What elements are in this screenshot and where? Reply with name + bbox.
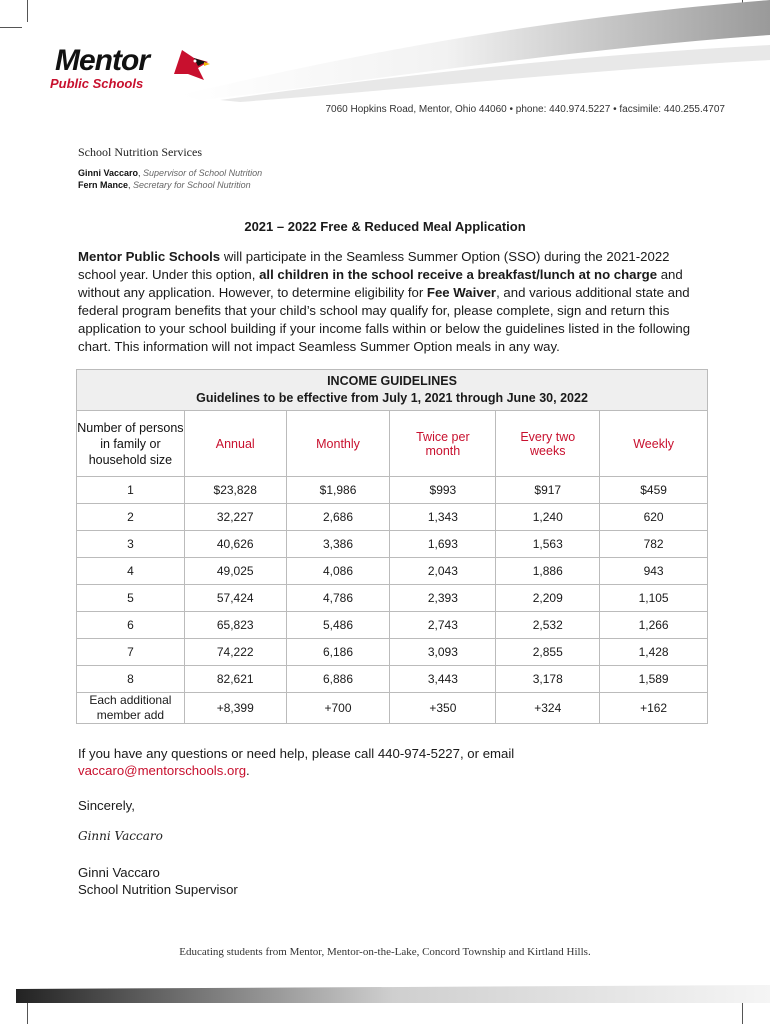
table-cell: 1,886 <box>496 558 600 585</box>
signature: Ginni Vaccaro <box>78 829 163 843</box>
table-row <box>77 531 708 558</box>
table-cell: 2,393 <box>390 585 496 612</box>
table-cell: $459 <box>600 477 708 504</box>
table-cell: 82,621 <box>184 666 286 693</box>
logo-text: Mentor <box>55 44 149 77</box>
column-header: Annual <box>184 411 286 477</box>
intro-text: and without any application. However, to determine eligibility for <box>78 267 683 300</box>
table-cell: 1 <box>77 477 185 504</box>
table-cell: +8,399 <box>184 693 286 724</box>
document-title: 2021 – 2022 Free & Reduced Meal Application <box>244 219 526 234</box>
signer-name: Ginni Vaccaro <box>78 865 160 880</box>
table-cell: 2,686 <box>286 504 390 531</box>
intro-bold: all children in the school receive a breakfast/lunch at no charge <box>259 267 658 282</box>
table-cell: 3,093 <box>390 639 496 666</box>
table-cell: 620 <box>600 504 708 531</box>
table-cell: +324 <box>496 693 600 724</box>
salutation: Sincerely, <box>78 798 135 813</box>
table-cell: 3,386 <box>286 531 390 558</box>
mentor-logo <box>50 40 210 100</box>
cardinal-icon <box>168 44 210 86</box>
table-cell: 1,589 <box>600 666 708 693</box>
table-cell: 6 <box>77 612 185 639</box>
table-cell: 8 <box>77 666 185 693</box>
intro-bold: Mentor Public Schools <box>78 249 221 264</box>
table-cell: 57,424 <box>184 585 286 612</box>
table-cell: 943 <box>600 558 708 585</box>
staff-role: Supervisor of School Nutrition <box>143 168 263 178</box>
table-cell: $1,986 <box>286 477 390 504</box>
email-link[interactable]: vaccaro@mentorschools.org <box>78 763 247 778</box>
table-cell: 782 <box>600 531 708 558</box>
signer-position: School Nutrition Supervisor <box>78 882 238 897</box>
table-cell: 6,186 <box>286 639 390 666</box>
address-line: 7060 Hopkins Road, Mentor, Ohio 44060 • phone: 440.974.5227 • facsimile: 440.255.4707 <box>325 104 725 115</box>
staff-line: Ginni Vaccaro, Supervisor of School Nutrition <box>78 168 263 178</box>
table-cell: 2 <box>77 504 185 531</box>
table-cell: 4 <box>77 558 185 585</box>
table-header-row <box>77 411 708 477</box>
table-cell: 1,343 <box>390 504 496 531</box>
table-cell: 32,227 <box>184 504 286 531</box>
logo-subtext: Public Schools <box>50 76 144 91</box>
table-cell: 3,443 <box>390 666 496 693</box>
staff-name: Ginni Vaccaro <box>78 168 139 178</box>
column-header: Number of persons in family or household size <box>77 411 185 477</box>
table-row <box>77 477 708 504</box>
help-message: If you have any questions or need help, please call 440-974-5227, or email <box>78 746 515 761</box>
table-cell: 5,486 <box>286 612 390 639</box>
table-title <box>77 370 708 411</box>
footer-bar <box>0 985 770 1007</box>
table-cell: 2,855 <box>496 639 600 666</box>
column-header: Every two weeks <box>496 411 600 477</box>
table-cell: 2,209 <box>496 585 600 612</box>
table-row <box>77 558 708 585</box>
staff-name: Fern Mance <box>78 180 129 190</box>
table-cell: 6,886 <box>286 666 390 693</box>
help-text <box>78 745 514 779</box>
footer-text: Educating students from Mentor, Mentor-on-the-Lake, Concord Township and Kirtland Hills. <box>179 946 591 958</box>
staff-role: Secretary for School Nutrition <box>133 180 251 190</box>
column-header: Weekly <box>600 411 708 477</box>
intro-bold: Fee Waiver <box>426 285 497 300</box>
table-cell: 1,693 <box>390 531 496 558</box>
table-cell: 3,178 <box>496 666 600 693</box>
table-row <box>77 504 708 531</box>
intro-text: , and various additional state and federal program benefits that your child’s school may qualify for, please complete, sign and return this application to your school building if your income falls within or below the guidelines listed in the following chart. This information will not impact Seamless Summer Option meals in any way. <box>78 285 691 354</box>
table-row <box>77 666 708 693</box>
table-cell: 1,563 <box>496 531 600 558</box>
table-row <box>77 612 708 639</box>
column-header: Twice per month <box>390 411 496 477</box>
table-cell: +162 <box>600 693 708 724</box>
income-guidelines-table <box>76 369 708 724</box>
table-cell: 2,743 <box>390 612 496 639</box>
table-cell: 74,222 <box>184 639 286 666</box>
table-cell: 1,428 <box>600 639 708 666</box>
table-cell: $993 <box>390 477 496 504</box>
table-cell: 40,626 <box>184 531 286 558</box>
table-cell: +700 <box>286 693 390 724</box>
table-cell: 49,025 <box>184 558 286 585</box>
column-header: Monthly <box>286 411 390 477</box>
table-cell: 7 <box>77 639 185 666</box>
table-cell: $917 <box>496 477 600 504</box>
email-suffix: . <box>246 763 250 778</box>
table-cell: Each additional member add <box>77 693 185 724</box>
table-cell: 65,823 <box>184 612 286 639</box>
table-cell: 1,105 <box>600 585 708 612</box>
table-cell: 4,786 <box>286 585 390 612</box>
table-subtitle: Guidelines to be effective from July 1, 2021 through June 30, 2022 <box>196 391 588 405</box>
table-cell: 5 <box>77 585 185 612</box>
table-cell: 3 <box>77 531 185 558</box>
department-name: School Nutrition Services <box>78 145 202 159</box>
intro-paragraph <box>78 248 703 356</box>
staff-line: Fern Mance, Secretary for School Nutrition <box>78 180 251 190</box>
table-row <box>77 639 708 666</box>
intro-text: will participate in the Seamless Summer Option (SSO) during the 2021-2022 school year. Under this option, <box>78 249 670 282</box>
table-cell: $23,828 <box>184 477 286 504</box>
table-title-text: INCOME GUIDELINES <box>327 374 457 388</box>
table-cell: 1,240 <box>496 504 600 531</box>
table-row <box>77 693 708 724</box>
table-row <box>77 585 708 612</box>
table-cell: 4,086 <box>286 558 390 585</box>
table-cell: +350 <box>390 693 496 724</box>
table-cell: 2,043 <box>390 558 496 585</box>
table-cell: 1,266 <box>600 612 708 639</box>
table-cell: 2,532 <box>496 612 600 639</box>
